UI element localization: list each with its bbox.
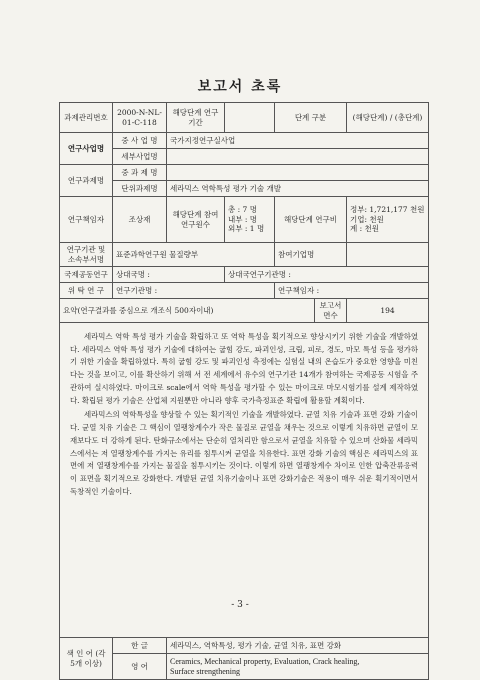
label-keywords: 색 인 어 (각 5개 이상) — [60, 638, 113, 680]
row-project-number — [60, 103, 429, 133]
sub-program-value — [167, 149, 429, 165]
label-sub-program: 세부사업명 — [113, 149, 167, 165]
stage-value: (해당단계) / (총단계) — [347, 103, 429, 133]
project-number-value: 2000-N-NL-01-C-118 — [113, 103, 167, 133]
label-big-project: 중 과 제 명 — [113, 165, 167, 181]
row-keywords-english — [60, 654, 429, 680]
main-program-value: 국가지정연구실사업 — [167, 133, 429, 149]
unit-project-value: 세라믹스 역학특성 평가 기술 개발 — [167, 181, 429, 197]
summary-paragraph-2: 세라믹스의 역학특성을 향상할 수 있는 획기적인 기술을 개발하였다. 균열 치유 기술과 표면 강화 기술이다. 균열 치유 기술은 그 핵심이 열팽창계수가 작은 물질로 균열을 채우는 것으로 이렇게 치유하면 균열이 모재보다도 더 강하게 된다. 탄화규소에서는 단순히 열처리만 함으로서 균열을 치유할 수 있으며 산화물 세라믹스에서는 저 열팽창계수를 가지는 유리를 침투시켜 균열을 치유한다. 표면 강화 기술의 핵심은 세라믹스의 표면에 저 열팽창계수를 가지는 물질을 침투시키는 것이다. 이렇게 하면 열팽창계수 차이로 인한 압축잔류응력이 표면을 획기적으로 강화한다. 개발된 균열 치유기술이나 표면 강화기술은 적용이 매우 쉬운 획기적이면서 독창적인 기술이다. — [70, 410, 418, 496]
budget-sum: 계 : 천원 — [350, 224, 380, 234]
row-project-big — [60, 165, 429, 181]
label-stage: 단계 구분 — [275, 103, 347, 133]
researcher-name: 조상재 — [113, 197, 167, 243]
label-commission: 위 탁 연 구 — [60, 283, 113, 299]
partner-value — [347, 243, 429, 267]
row-summary-header — [60, 299, 429, 323]
pages-value: 194 — [347, 299, 429, 323]
label-budget: 해당단계 연구비 — [275, 197, 347, 243]
summary-body — [60, 323, 429, 638]
label-project: 연구과제명 — [60, 165, 113, 197]
commission-person: 연구책임자 : — [275, 283, 429, 299]
commission-institution: 연구기관명 : — [113, 283, 275, 299]
label-institution: 연구기관 및 소속부서명 — [60, 243, 113, 267]
period-value — [225, 103, 275, 133]
big-project-value — [167, 165, 429, 181]
row-program-main — [60, 133, 429, 149]
label-korean: 한 글 — [113, 638, 167, 654]
label-english: 영 어 — [113, 654, 167, 680]
label-researcher-count: 해당단계 참여연구원수 — [167, 197, 225, 243]
keywords-english-line-1: Ceramics, Mechanical property, Evaluation, Crack healing, — [170, 656, 360, 666]
label-summary: 요약(연구결과를 중심으로 개조식 500자이내) — [60, 299, 315, 323]
count-total: 총 : 7 명 — [228, 205, 257, 215]
label-main-program: 중 사 업 명 — [113, 133, 167, 149]
row-institution — [60, 243, 429, 267]
researcher-count-values — [225, 197, 275, 243]
count-external: 외부 : 1 명 — [228, 224, 265, 234]
label-program: 연구사업명 — [60, 133, 113, 165]
keywords-korean-value: 세라믹스, 역학특성, 평가 기술, 균열 치유, 표면 강화 — [167, 638, 429, 654]
row-program-sub — [60, 149, 429, 165]
row-summary-body — [60, 323, 429, 638]
label-international: 국제공동연구 — [60, 267, 113, 283]
page-number: - 3 - — [231, 600, 249, 610]
page-title: 보고서 초록 — [197, 79, 283, 95]
label-researcher: 연구책임자 — [60, 197, 113, 243]
budget-company: 기업: 천원 — [350, 214, 384, 224]
budget-values — [347, 197, 429, 243]
label-partner: 참여기업명 — [275, 243, 347, 267]
row-project-unit — [60, 181, 429, 197]
label-project-number: 과제관리번호 — [60, 103, 113, 133]
international-institution: 상대국연구기관명 : — [225, 267, 429, 283]
row-commission — [60, 283, 429, 299]
institution-value: 표준과학연구원 물질량부 — [113, 243, 275, 267]
row-researcher — [60, 197, 429, 243]
label-unit-project: 단위과제명 — [113, 181, 167, 197]
count-internal: 내부 : 명 — [228, 214, 258, 224]
international-country: 상대국명 : — [113, 267, 225, 283]
keywords-english-line-2: Surface strengthening — [170, 666, 240, 676]
row-international — [60, 267, 429, 283]
row-keywords-korean — [60, 638, 429, 654]
keywords-english-value — [167, 654, 429, 680]
summary-paragraph-1: 세라믹스 역학 특성 평가 기술을 확립하고 또 역학 특성을 획기적으로 향상시키기 위한 기술을 개발하였다. 세라믹스 역학 특성 평가 기술에 대하여는 굽힘 강도, 파괴인성, 크립, 피로, 경도, 마모 특성 등을 평가하기 위한 기술을 확립하였다. 특히 굽힘 강도 및 파괴인성 측정에는 실험실 내의 온습도가 중요한 영향을 미친다는 것을 보이고, 이를 확산하기 위해 서 전 세계에서 유수의 연구기관 14개가 참여하는 국제공동 시험을 주관하여 실시하였다. 마이크로 scale에서 역학 특성을 평가할 수 있는 마이크로 마모시험기를 설계 제작하였다. 확립된 평가 기술은 산업체 지원뿐만 아니라 향후 국가측정표준 확립에 활용할 계획이다. — [70, 332, 418, 405]
abstract-form-table — [59, 102, 429, 680]
label-pages: 보고서 면수 — [315, 299, 347, 323]
label-period: 해당단계 연구기간 — [167, 103, 225, 133]
budget-gov: 정부: 1,721,177 천원 — [350, 205, 425, 215]
